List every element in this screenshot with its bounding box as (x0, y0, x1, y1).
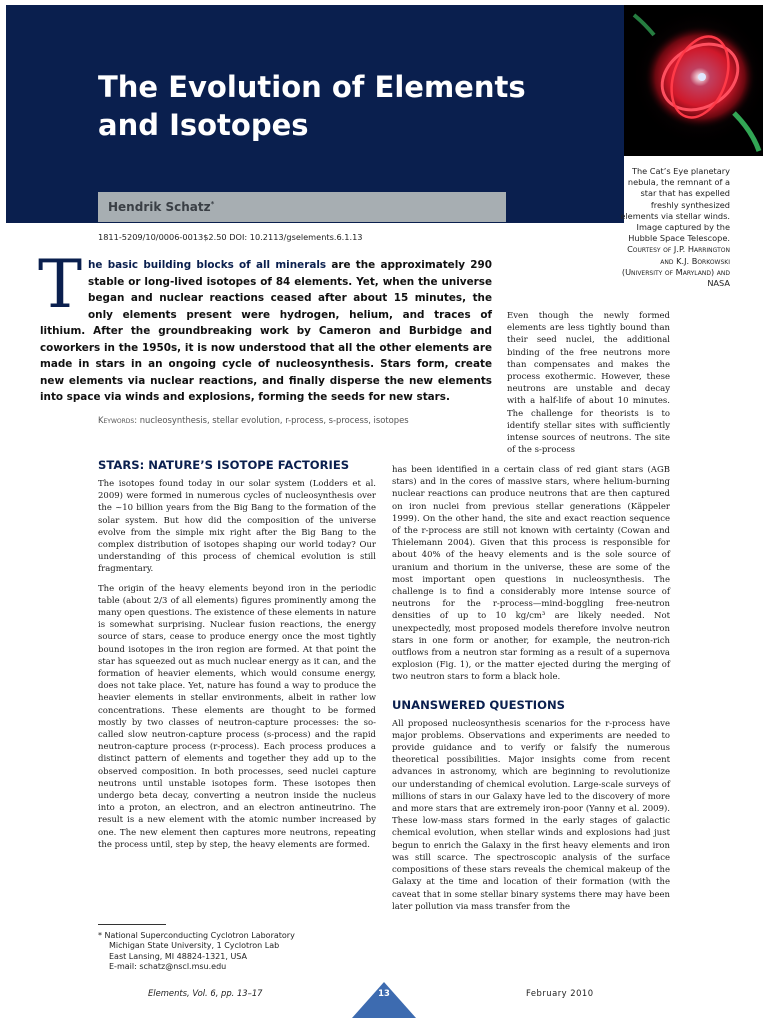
title-line-2: and Isotopes (98, 108, 309, 142)
paragraph: The isotopes found today in our solar system (Lodders et al. 2009) were formed in numerous cycles of nucleosynthesis over the ~10 billion years from the Big Bang to the formation of the solar system. But how did the composition of the universe evolve from the simple mix right after the Big Bang to the complex distribution of isotopes shaping our world today? Our understanding of this process of chemical evolution is still fragmentary. (98, 479, 376, 575)
keywords-label: Keywords: (98, 415, 138, 425)
paragraph: All proposed nucleosynthesis scenarios for the r-process have major problems. Observations and experiments are needed to provide guidance and to verify or falsify the numerous theoretical possibilities. Major insights come from recent advances in astronomy, which are beginning to revolutionize our understanding of chemical evolution. Large-scale surveys of millions of stars in our Galaxy have led to the discovery of more and more stars that are extremely iron-poor (Yanny et al. 2009). These low-mass stars formed in the early stages of galactic chemical evolution, when stellar winds and explosions had just begun to enrich the Galaxy in the first heavy elements and iron was still scarce. The spectroscopic analysis of the surface compositions of these stars reveals the chemical makeup of the Galaxy at the time and location of their formation (with the caveat that in some stellar binary systems there may have been later pollution via mass transfer from the (392, 718, 670, 912)
abstract-text: are the approximately 290 stable or long-lived isotopes of 84 elements. Yet, when the universe began and nuclear reactions ceased after about 15 minutes, the only elements present were hydrogen, helium, and traces of lithium. After the groundbreaking work by Cameron and Burbidge and coworkers in the 1950s, it is now understood that all the other elements are made in stars in an ongoing cycle of nucleosynthesis. Stars form, create new elements via nuclear reactions, and finally disperse the new elements into space via winds and explosions, forming the seeds for new stars. (40, 259, 492, 403)
doi-line: 1811-5209/10/0006-0013$2.50 DOI: 10.2113/gselements.6.1.13 (98, 232, 363, 242)
footer-date: February 2010 (526, 988, 594, 998)
paragraph: has been identified in a certain class of red giant stars (AGB stars) and in the cores of massive stars, where helium-burning nuclear reactions can produce neutrons that are then captured on iron nuclei from previous stellar generations (Käppeler 1999). On the other hand, the site and exact reaction sequence of the r-process are still not known with certainty (Cowan and Thielemann 2004). Given that this process is responsible for about 40% of the heavy elements and is the sole source of uranium and thorium in the universe, these are some of the most important open questions in nucleosynthesis. The challenge is to find a considerably more intense source of neutrons for the r-process—mind-boggling free-neutron densities of up to 10 kg/cm³ are likely needed. Not unexpectedly, most proposed models therefore involve neutron stars in one form or another, for example, the neutron-rich outflows from a neutron star forming as a result of a supernova explosion (Fig. 1), or the matter ejected during the merging of two neutron stars to form a black hole. (392, 465, 670, 683)
abstract-lead: he basic building blocks of all minerals (88, 259, 327, 271)
page-number: 13 (378, 988, 390, 998)
left-column (98, 458, 376, 851)
abstract (38, 246, 492, 406)
section-heading-stars: STARS: NATURE’S ISOTOPE FACTORIES (98, 458, 350, 472)
article-title (98, 68, 598, 144)
paragraph: Even though the newly formed elements are less tightly bound than their seed nuclei, the additional binding of the free neutrons more than compensates and makes the process exothermic. However, these neutrons are unstable and decay with a half-life of about 10 minutes. The challenge for theorists is to identify stellar sites with sufficiently intense sources of neutrons. The site of the s-process (507, 311, 670, 456)
keywords-text: nucleosynthesis, stellar evolution, r-process, s-process, isotopes (139, 415, 409, 425)
footnote-rule (98, 924, 166, 925)
drop-cap: T (38, 246, 83, 323)
keywords (98, 415, 409, 425)
image-caption (618, 166, 730, 289)
caption-credit: Courtesy of J.P. Harrington and K.J. Borkowski (University of Maryland) and NASA (621, 244, 730, 289)
paragraph: The origin of the heavy elements beyond iron in the periodic table (about 2/3 of all elements) figures prominently among the many open questions. The existence of these elements in nature is somewhat surprising. Nuclear fusion reactions, the energy source of stars, cease to produce energy once the most tightly bound isotopes in the iron region are formed. At that point the star has squeezed out as much nuclear energy as it can, and the formation of heavier elements, which would consume energy, does not take place. Yet, nature has found a way to produce the heavier elements in stellar environments, albeit in rather low concentrations. These elements are thought to be formed mostly by two classes of neutron-capture processes: the so-called slow neutron-capture process (s-process) and the rapid neutron-capture process (r-process). Each process produces a distinct pattern of elements and together they add up to the observed composition. In both processes, seed nuclei capture neutrons until unstable isotopes form. These isotopes then undergo beta decay, converting a neutron inside the nucleus into a proton, an electron, and an electron antineutrino. The result is a new element with the atomic number increased by one. The new element then captures more neutrons, repeating the process until, step by step, the heavy elements are formed. (98, 583, 376, 850)
author-bar (98, 192, 506, 222)
nebula-image (624, 5, 763, 156)
footnote-email: E-mail: schatz@nscl.msu.edu (109, 962, 227, 972)
page-number-triangle (350, 980, 418, 1018)
section-heading-unanswered: UNANSWERED QUESTIONS (392, 697, 566, 712)
footnote-line: Michigan State University, 1 Cyclotron Lab (109, 941, 280, 951)
title-line-1: The Evolution of Elements (98, 70, 526, 104)
right-column-top (507, 310, 670, 456)
caption-text: The Cat’s Eye planetary nebula, the remnant of a star that has expelled freshly synthesized elements via stellar winds. Image captured by the Hubble Space Telescope. (620, 166, 730, 244)
right-column (392, 464, 670, 913)
author-footnote-mark: * (210, 200, 215, 208)
footnote-line: East Lansing, MI 48824-1321, USA (109, 951, 247, 961)
footnote (98, 931, 368, 973)
cats-eye-nebula-illustration (624, 5, 763, 156)
author-name: Hendrik Schatz (108, 200, 211, 214)
footnote-line: * National Superconducting Cyclotron Laboratory (98, 931, 295, 940)
footer-journal: Elements, Vol. 6, pp. 13–17 (148, 988, 263, 998)
